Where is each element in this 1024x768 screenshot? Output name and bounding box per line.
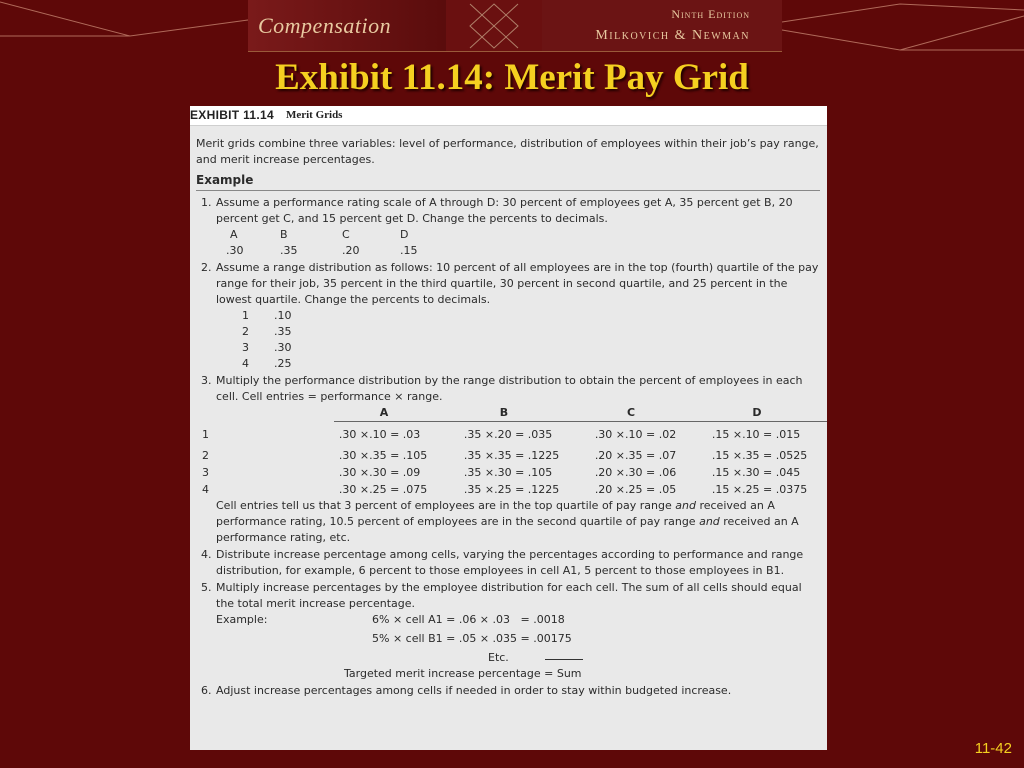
quartile-row (196, 308, 821, 324)
grid-cell: .15 ×.30 = .045 (711, 465, 801, 479)
grid-row (196, 426, 821, 443)
grid-cell: .15 ×.25 = .0375 (711, 482, 808, 496)
rating-letter: C (342, 228, 350, 241)
grid-cell: .35 ×.20 = .035 (463, 427, 553, 441)
grid-row-label: 3 (202, 465, 209, 479)
grid-note-text: received an A performance rating, 10.5 percent of employees are in the second quartile of pay range (216, 499, 775, 528)
book-banner (248, 0, 782, 52)
grid-cell: .30 ×.10 = .03 (338, 427, 421, 441)
grid-note-text: Cell entries tell us that 3 percent of employees are in the top quartile of pay range (216, 499, 676, 512)
rating-letters-row (196, 227, 821, 243)
step-2 (196, 260, 821, 308)
rating-decimal: .20 (342, 244, 360, 257)
step-number: 5. (201, 581, 212, 594)
grid-cell: .20 ×.30 = .06 (594, 465, 677, 479)
compensation-logo: Compensation (258, 12, 392, 38)
edition-label: Ninth Edition (671, 7, 750, 21)
step-3 (196, 373, 821, 405)
example-heading: Example (196, 172, 820, 191)
target-label: Targeted merit increase percentage = (344, 667, 557, 680)
grid-row-label: 1 (202, 427, 209, 441)
calc-expression: 6% × cell A1 = .06 × .03 = .0018 (372, 613, 565, 626)
grid-cell: .15 ×.10 = .015 (711, 427, 801, 441)
step-number: 6. (201, 684, 212, 697)
calc-expression: 5% × cell B1 = .05 × .035 = .00175 (372, 632, 572, 645)
calc-example-label: Example: (216, 613, 268, 626)
step-number: 1. (201, 196, 212, 209)
quartile-value: .10 (274, 309, 292, 322)
quartile-number: 3 (242, 341, 249, 354)
grid-cell: .20 ×.25 = .05 (594, 482, 677, 496)
slide-page-number: 11-42 (974, 740, 1012, 757)
step-number: 2. (201, 261, 212, 274)
calc-row (196, 631, 821, 647)
exhibit-intro: Merit grids combine three variables: level of performance, distribution of employees within their job’s pay range, and merit increase percentages. (196, 137, 819, 166)
quartile-number: 2 (242, 325, 249, 338)
grid-column-header: B (499, 406, 509, 419)
step-text: Adjust increase percentages among cells if needed in order to stay within budgeted increase. (216, 684, 732, 697)
step-6 (196, 683, 821, 699)
slide-title: Exhibit 11.14: Merit Pay Grid (275, 57, 749, 98)
quartile-number: 1 (242, 309, 249, 322)
quartile-value: .25 (274, 357, 292, 370)
step-1 (196, 195, 821, 227)
exhibit-header (190, 106, 827, 126)
quartile-row (196, 324, 821, 340)
calc-row (196, 612, 821, 628)
grid-cell: .30 ×.35 = .105 (338, 448, 428, 462)
quartile-row (196, 356, 821, 372)
grid-cell: .35 ×.25 = .1225 (463, 482, 560, 496)
etc-row (196, 650, 821, 666)
exhibit-body (190, 126, 827, 699)
exhibit-number: EXHIBIT 11.14 (190, 108, 274, 122)
rating-decimal: .30 (226, 244, 244, 257)
quartile-row (196, 340, 821, 356)
grid-column-header: A (379, 406, 389, 419)
grid-row-label: 4 (202, 482, 209, 496)
grid-row (196, 447, 821, 464)
rating-decimal: .15 (400, 244, 418, 257)
banner-text (542, 0, 782, 51)
grid-row (196, 464, 821, 481)
quartile-number: 4 (242, 357, 249, 370)
exhibit-panel (190, 106, 827, 750)
step-text: Assume a range distribution as follows: 10 percent of all employees are in the top (fourth) quartile of the pay range for their job, 35 percent in the third quartile, 30 percent in second quartile, and 25 percent in the lowest quartile. Change the percents to decimals. (216, 261, 819, 306)
banner-logo-area (248, 0, 446, 51)
rating-letter: D (400, 228, 409, 241)
step-5 (196, 580, 821, 612)
banner-diamond-pattern (446, 0, 542, 51)
rating-letter: A (230, 228, 238, 241)
step-number: 4. (201, 548, 212, 561)
rating-decimals-row (196, 243, 821, 259)
merit-grid-header (334, 405, 827, 422)
step-text: Assume a performance rating scale of A through D: 30 percent of employees get A, 35 percent get B, 20 percent get C, and 15 percent get D. Change the percents to decimals. (216, 196, 793, 225)
exhibit-name: Merit Grids (285, 109, 343, 121)
authors-label: Milkovich & Newman (595, 28, 750, 43)
step-text: Distribute increase percentage among cells, varying the percentages according to performance and range distribution, for example, 6 percent to those employees in cell A1, 5 percent to those employees in B1. (216, 548, 804, 577)
grid-row-label: 2 (202, 448, 209, 462)
quartile-value: .35 (274, 325, 292, 338)
grid-cell: .30 ×.10 = .02 (594, 427, 677, 441)
step-text: Multiply the performance distribution by the range distribution to obtain the percent of employees in each cell. Cell entries = performance × range. (216, 374, 803, 403)
grid-cell: .30 ×.25 = .075 (338, 482, 428, 496)
grid-note-emphasis: and (675, 499, 696, 512)
step-text: Multiply increase percentages by the employee distribution for each cell. The sum of all cells should equal the total merit increase percentage. (216, 581, 802, 610)
grid-column-header: D (752, 406, 762, 419)
rating-letter: B (280, 228, 288, 241)
grid-row (196, 481, 821, 498)
grid-cell: .20 ×.35 = .07 (594, 448, 677, 462)
grid-note-emphasis: and (699, 515, 720, 528)
grid-column-header: C (626, 406, 636, 419)
grid-note (196, 498, 821, 546)
grid-cell: .15 ×.35 = .0525 (711, 448, 808, 462)
target-sum: Sum (556, 667, 582, 680)
target-row (196, 666, 821, 682)
etc-text: Etc. (488, 651, 509, 664)
diamond-pattern-icon (446, 0, 542, 52)
grid-note-text: received an A performance rating, etc. (216, 515, 799, 544)
quartile-value: .30 (274, 341, 292, 354)
grid-cell: .35 ×.30 = .105 (463, 465, 553, 479)
step-number: 3. (201, 374, 212, 387)
rating-decimal: .35 (280, 244, 298, 257)
grid-cell: .30 ×.30 = .09 (338, 465, 421, 479)
grid-cell: .35 ×.35 = .1225 (463, 448, 560, 462)
sum-underline (545, 650, 583, 660)
step-4 (196, 547, 821, 579)
